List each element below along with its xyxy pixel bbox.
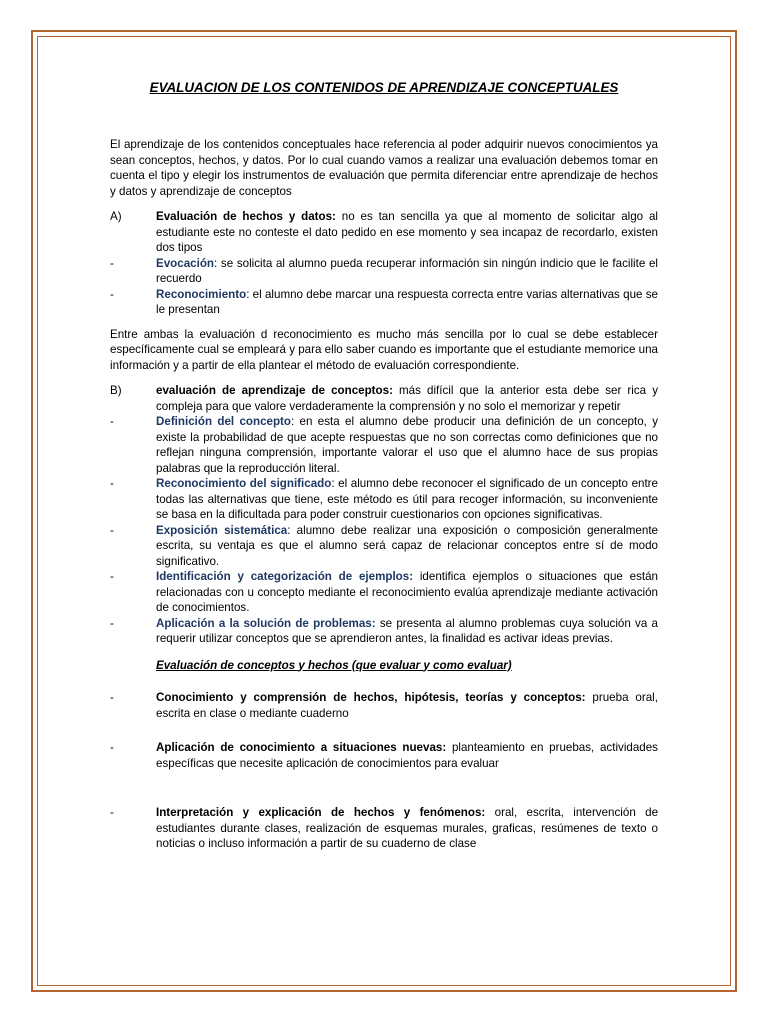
list-item-marker: - — [110, 741, 114, 754]
list-item — [110, 256, 658, 287]
list-item — [110, 805, 658, 852]
list-item-text — [156, 569, 658, 616]
list-item-text — [156, 414, 658, 476]
list-item-marker: - — [110, 477, 114, 490]
list-item-body: oral, escrita, intervención de estudiantes durante clases, realización de esquemas murales, graficas, resúmenes de texto o noticias o incluso información a partir de su cuaderno de clase — [156, 806, 659, 850]
list-item — [110, 569, 658, 616]
list-item-heading: Conocimiento y comprensión de hechos, hipótesis, teorías y conceptos: — [156, 691, 586, 704]
section-subheading: Evaluación de conceptos y hechos (que evaluar y como evaluar) — [156, 658, 512, 672]
section-a-heading: Evaluación de hechos y datos: — [156, 210, 336, 223]
list-item-body: se presenta al alumno problemas cuya solución va a requerir utilizar conceptos que se aprendieron antes, la finalidad es activar ideas previas. — [156, 616, 658, 645]
list-item-marker: - — [110, 806, 114, 819]
list-item-text — [156, 256, 658, 287]
list-item-body: prueba oral, escrita en clase o mediante cuaderno — [156, 691, 658, 720]
middle-paragraph: Entre ambas la evaluación d reconocimiento es mucho más sencilla por lo cual se debe establecer específicamente cual se empleará y para ello saber cuando es importante que el estudiante memorice una información y a partir de ella plantear el método de evaluación correspondiente. — [110, 327, 658, 372]
section-a-body: no es tan sencilla ya que al momento de solicitar algo al estudiante este no conteste el dato pedido en ese momento y sea incapaz de recordarlo, existen dos tipos — [156, 210, 658, 254]
list-item-marker: - — [110, 415, 114, 428]
list-item-marker: - — [110, 523, 114, 537]
section-a-marker: A) — [110, 210, 122, 223]
list-item — [110, 740, 658, 771]
list-item — [110, 523, 658, 570]
list-item-heading: Interpretación y explicación de hechos y fenómenos: — [156, 806, 486, 819]
list-item-body: : el alumno debe marcar una respuesta correcta entre varias alternativas que se le presentan — [156, 287, 658, 316]
list-item-heading: Reconocimiento del significado — [156, 477, 332, 490]
list-item — [110, 476, 658, 523]
list-item-text — [156, 523, 658, 570]
section-b-marker: B) — [110, 384, 122, 397]
list-item-marker: - — [110, 616, 114, 630]
list-item-marker: - — [110, 256, 114, 270]
section-b-heading: evaluación de aprendizaje de conceptos: — [156, 384, 393, 397]
list-item-text — [156, 287, 658, 318]
list-item-body: : alumno debe realizar una exposición o composición generalmente escrita, su ventaja es que el alumno será capaz de relacionar conceptos entre sí de modo significativo. — [156, 523, 658, 568]
list-item-heading: Definición del concepto — [156, 415, 291, 428]
document-body — [110, 80, 658, 852]
section-a — [110, 209, 658, 256]
list-item-text — [156, 476, 658, 523]
section-b — [110, 383, 658, 414]
intro-paragraph: El aprendizaje de los contenidos conceptuales hace referencia al poder adquirir nuevos conocimientos ya sean conceptos, hechos, y datos. Por lo cual cuando vamos a realizar una evaluación debemos tomar en cuenta el tipo y elegir los instrumentos de evaluación que permita diferenciar entre aprendizaje de hechos y datos y aprendizaje de conceptos — [110, 138, 658, 198]
list-item-heading: Reconocimiento — [156, 287, 247, 301]
list-item-body: planteamiento en pruebas, actividades específicas que necesite aplicación de conocimientos para evaluar — [156, 741, 658, 770]
section-b-body: más difícil que la anterior esta debe ser rica y compleja para que valore verdaderamente la comprensión y no solo el memorizar y repetir — [156, 384, 658, 413]
list-item-marker: - — [110, 570, 114, 583]
list-item-heading: Exposición sistemática — [156, 523, 288, 537]
list-item-text — [156, 740, 658, 771]
list-item-heading: Identificación y categorización de ejemplos: — [156, 570, 414, 583]
list-item-text — [156, 616, 658, 647]
list-item — [110, 616, 658, 647]
list-item-text — [156, 805, 658, 852]
section-a-text — [156, 209, 658, 256]
list-item — [110, 690, 658, 721]
document-title: EVALUACION DE LOS CONTENIDOS DE APRENDIZAJE CONCEPTUALES — [149, 80, 619, 95]
list-item-heading: Evocación — [156, 256, 214, 270]
list-item — [110, 287, 658, 318]
list-item-text — [156, 690, 658, 721]
list-item-body: : se solicita al alumno pueda recuperar información sin ningún indicio que le facilite el recuerdo — [156, 256, 658, 285]
list-item-heading: Aplicación a la solución de problemas: — [156, 616, 376, 630]
list-item-body: : en esta el alumno debe producir una definición de un concepto, y existe la probabilidad de que acepte respuestas que no son correctas como definiciones que no reflejan ninguna comprensión, importante valorar el uso que el alumno hace de sus propias palabras que la reproducción literal. — [156, 415, 658, 475]
list-item-marker: - — [110, 691, 114, 704]
section-b-text — [156, 383, 658, 414]
list-item — [110, 414, 658, 476]
list-item-body: : el alumno debe reconocer el significado de un concepto entre todas las alternativas que tiene, este método es útil para recoger información, su inconveniente se basa en la dificultada para poder construir cuestionarios con opciones significativas. — [156, 477, 658, 521]
list-item-heading: Aplicación de conocimiento a situaciones nuevas: — [156, 741, 447, 754]
list-item-body: identifica ejemplos o situaciones que están relacionadas con u concepto mediante el reconocimiento evalúa aprendizaje mediante activación de conocimientos. — [156, 570, 658, 614]
list-item-marker: - — [110, 287, 114, 301]
